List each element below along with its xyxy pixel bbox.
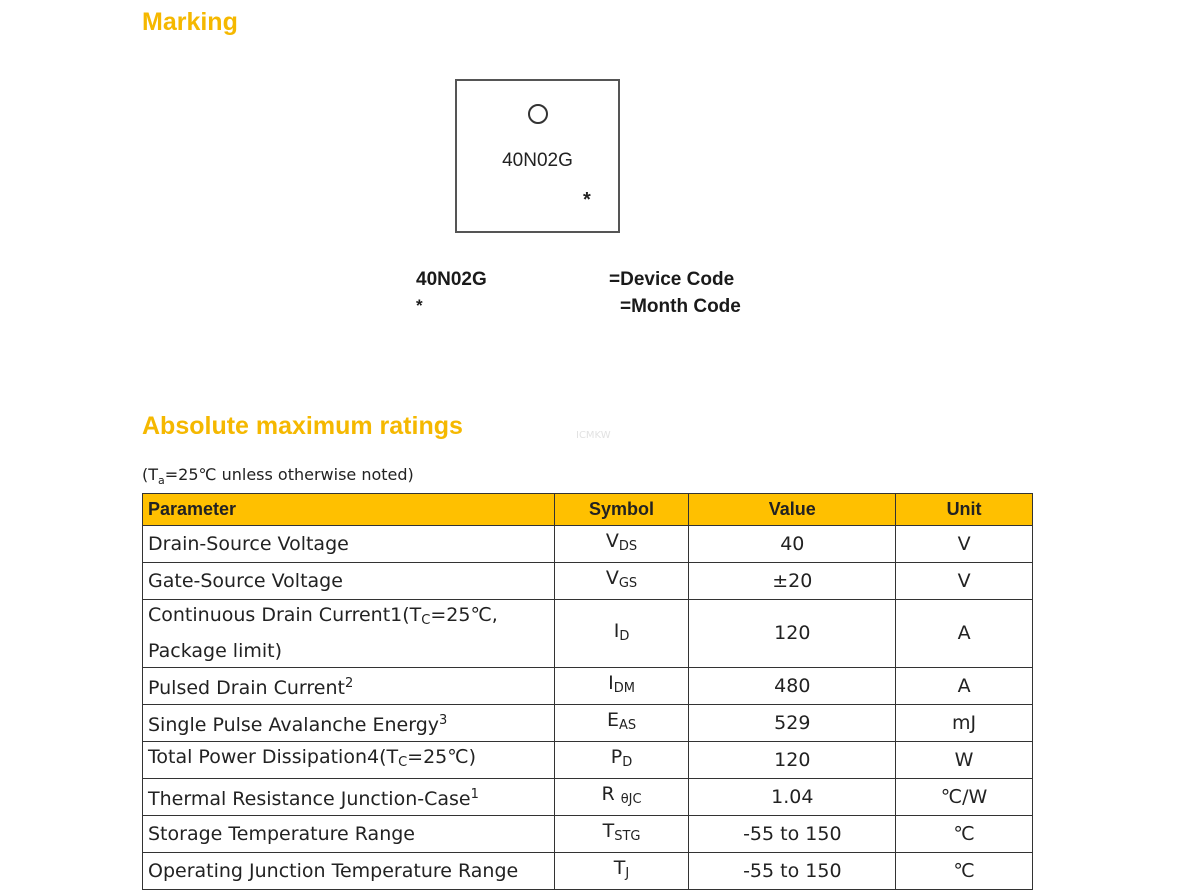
- cell-symbol: $P_D$: [554, 742, 689, 779]
- header-parameter: Parameter: [143, 494, 555, 526]
- cell-value: -55 to 150: [689, 853, 896, 890]
- cell-symbol: $E_{AS}$: [554, 705, 689, 742]
- cell-parameter: Total Power Dissipation4(TC=25℃): [143, 742, 555, 779]
- table-row: [143, 563, 1033, 600]
- cell-unit: ℃: [896, 853, 1033, 890]
- header-value: Value: [689, 494, 896, 526]
- ratings-heading: Absolute maximum ratings: [142, 412, 463, 440]
- ratings-table: [142, 493, 1033, 890]
- cell-unit: A: [896, 600, 1033, 668]
- cell-value: 40: [689, 526, 896, 563]
- table-row: [143, 816, 1033, 853]
- cell-parameter: Storage Temperature Range: [143, 816, 555, 853]
- legend-device-code-desc: =Device Code: [609, 269, 735, 290]
- package-device-code: 40N02G: [502, 150, 573, 171]
- cell-symbol: $V_{GS}$: [554, 563, 689, 600]
- table-row: [143, 705, 1033, 742]
- cell-unit: W: [896, 742, 1033, 779]
- cell-unit: ℃/W: [896, 779, 1033, 816]
- cell-unit: V: [896, 526, 1033, 563]
- cell-value: 120: [689, 600, 896, 668]
- table-row: [143, 742, 1033, 779]
- cell-symbol: $V_{DS}$: [554, 526, 689, 563]
- package-month-marker: *: [583, 189, 591, 211]
- cell-value: 1.04: [689, 779, 896, 816]
- cell-value: 120: [689, 742, 896, 779]
- cell-symbol: $I_{DM}$: [554, 668, 689, 705]
- legend-month-code-desc: =Month Code: [620, 296, 741, 317]
- table-row: [143, 526, 1033, 563]
- cell-symbol: $T_{STG}$: [554, 816, 689, 853]
- cell-unit: A: [896, 668, 1033, 705]
- cell-value: 480: [689, 668, 896, 705]
- cell-symbol: $T_J$: [554, 853, 689, 890]
- table-row: [143, 668, 1033, 705]
- cell-parameter: Single Pulse Avalanche Energy$^3$: [143, 705, 555, 742]
- cell-symbol: R $_{\theta JC}$: [554, 779, 689, 816]
- legend-device-code: 40N02G: [416, 269, 487, 290]
- cell-parameter: Drain-Source Voltage: [143, 526, 555, 563]
- table-row: [143, 853, 1033, 890]
- cell-value: 529: [689, 705, 896, 742]
- header-unit: Unit: [896, 494, 1033, 526]
- conditions-note: ($T_a=25℃$ unless otherwise noted): [142, 465, 414, 488]
- table-row: [143, 600, 1033, 668]
- marking-heading: Marking: [142, 8, 238, 36]
- cell-parameter: Pulsed Drain Current$^2$: [143, 668, 555, 705]
- cell-parameter: Gate-Source Voltage: [143, 563, 555, 600]
- cell-parameter: Operating Junction Temperature Range: [143, 853, 555, 890]
- watermark: ICMKW: [576, 430, 611, 441]
- cell-symbol: $I_D$: [554, 600, 689, 668]
- cell-unit: mJ: [896, 705, 1033, 742]
- cell-value: ±20: [689, 563, 896, 600]
- package-outline: [455, 79, 620, 233]
- header-symbol: Symbol: [554, 494, 689, 526]
- cell-parameter: Continuous Drain Current1(TC=25℃, Package limit): [143, 600, 555, 668]
- cell-parameter: Thermal Resistance Junction-Case$^1$: [143, 779, 555, 816]
- legend-month-marker: *: [416, 296, 423, 315]
- cell-unit: V: [896, 563, 1033, 600]
- table-header-row: [143, 494, 1033, 526]
- cell-unit: ℃: [896, 816, 1033, 853]
- table-row: [143, 779, 1033, 816]
- cell-value: -55 to 150: [689, 816, 896, 853]
- pin1-indicator-icon: [528, 104, 548, 124]
